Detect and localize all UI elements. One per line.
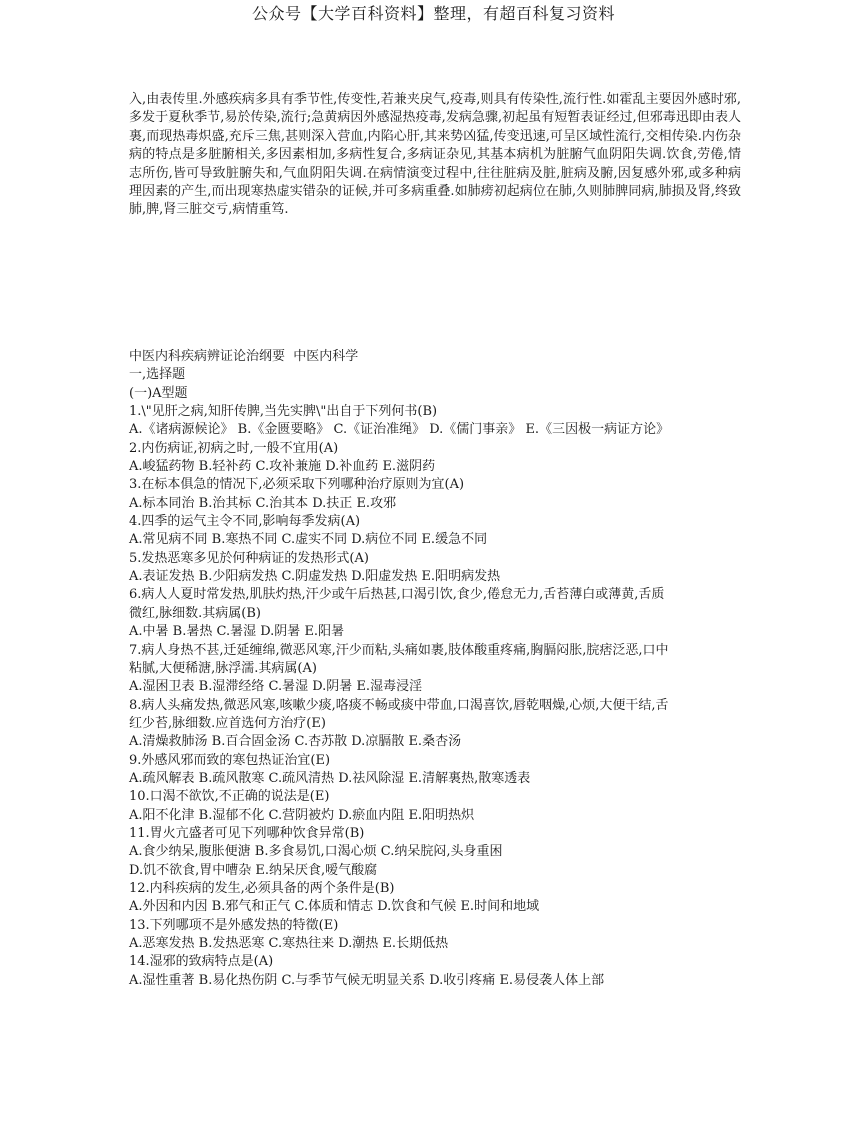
answer-options: A.中暑 B.暑热 C.暑湿 D.阴暑 E.阳暑 <box>129 624 345 640</box>
answer-options: D.饥不欲食,胃中嘈杂 E.纳呆厌食,嗳气酸腐 <box>129 862 378 878</box>
answer-options: A.外因和内因 B.邪气和正气 C.体质和情志 D.饮食和气候 E.时间和地域 <box>129 899 540 915</box>
question-line: 10.口渴不欲饮,不正确的说法是(E) <box>129 789 330 805</box>
question-line: 6.病人人夏时常发热,肌肤灼热,汗少或午后热甚,口渴引饮,食少,倦怠无力,舌苔薄白或薄黄,舌质 <box>129 587 665 603</box>
answer-options: A.《诸病源候论》 B.《金匮要略》 C.《证治准绳》 D.《儒门事亲》 E.《三因极一病证方论》 <box>129 422 670 438</box>
answer-options: A.疏风解表 B.疏风散寒 C.疏风清热 D.祛风除湿 E.清解裏热,散寒透表 <box>129 770 531 786</box>
question-line: 红少苔,脉细数.应首选何方治疗(E) <box>129 715 326 731</box>
section-heading: 一,选择题 <box>129 367 186 383</box>
question-line: 11.胃火亢盛者可见下列哪种饮食异常(B) <box>129 825 365 841</box>
intro-paragraph: 入,由表传里.外感疾病多具有季节性,传变性,若兼夹戾气,疫毒,则具有传染性,流行性.如霍乱主要因外感时邪,多发于夏秋季节,易於传染,流行;急黄病因外感湿热疫毒,发病急骤,初起虽有短暂表证经过,但邪毒迅即由表人裏,而现热毒炽盛,充斥三焦,甚则深入营血,内陷心肝,其来势凶猛,传变迅速,可呈区域性流行,交相传染.内伤杂病的特点是多脏腑相关,多因素相加,多病性复合,多病证杂见,其基本病机为脏腑气血阴阳失调.饮食,劳倦,情志所伤,皆可导致脏腑失和,气血阴阳失调.在病情演变过程中,往往脏病及脏,脏病及腑,因复感外邪,或多种病理因素的产生,而出现寒热虚实错杂的证候,并可多病重叠.如肺痨初起病位在肺,久则肺脾同病,肺损及肾,终致肺,脾,肾三脏交亏,病情重笃. <box>129 92 741 218</box>
answer-options: A.标本同治 B.治其标 C.治其本 D.扶正 E.攻邪 <box>129 495 397 511</box>
question-line: 9.外感风邪而致的寒包热证治宜(E) <box>129 752 331 768</box>
question-line: 2.内伤病证,初病之时,一般不宜用(A) <box>129 440 339 456</box>
question-line: 14.湿邪的致病特点是(A) <box>129 954 274 970</box>
question-section <box>129 348 741 990</box>
answer-options: A.清燥救肺汤 B.百合固金汤 C.杏苏散 D.凉膈散 E.桑杏汤 <box>129 734 462 750</box>
answer-options: A.常见病不同 B.寒热不同 C.虚实不同 D.病位不同 E.缓急不同 <box>129 532 488 548</box>
sub-heading: (一)A型题 <box>129 385 188 401</box>
question-line: 8.病人头痛发热,微恶风寒,咳嗽少痰,咯痰不畅或痰中带血,口渴喜饮,唇乾咽燥,心烦,大便干结,舌 <box>129 697 669 713</box>
question-line: 3.在标本俱急的情况下,必须采取下列哪种治疗原则为宜(A) <box>129 477 465 493</box>
question-line: 4.四季的运气主令不同,影响每季发病(A) <box>129 514 361 530</box>
answer-options: A.恶寒发热 B.发热恶寒 C.寒热往来 D.潮热 E.长期低热 <box>129 936 449 951</box>
question-line: 5.发热恶寒多见於何种病证的发热形式(A) <box>129 550 369 566</box>
section-title: 中医内科疾病辨证论治纲要 中医内科学 <box>129 349 359 364</box>
answer-options: A.阳不化津 B.湿郁不化 C.营阴被灼 D.瘀血内阻 E.阳明热炽 <box>129 807 475 823</box>
question-line: 7.病人身热不甚,迁延缠绵,微恶风寒,汗少而粘,头痛如裹,肢体酸重疼痛,胸膈闷胀,脘痞泛恶,口中 <box>129 642 669 658</box>
answer-options: A.表证发热 B.少阳病发热 C.阴虚发热 D.阳虚发热 E.阳明病发热 <box>129 569 501 585</box>
question-line: 12.内科疾病的发生,必须具备的两个条件是(B) <box>129 880 395 896</box>
question-line: 粘腻,大便稀溏,脉浮濡.其病属(A) <box>129 660 317 676</box>
answer-options: A.峻猛药物 B.轻补药 C.攻补兼施 D.补血药 E.滋阴药 <box>129 459 436 475</box>
question-line: 1.\"见肝之病,知肝传脾,当先实脾\"出自于下列何书(B) <box>129 404 438 420</box>
question-line: 13.下列哪项不是外感发热的特徵(E) <box>129 917 339 933</box>
page-header: 公众号【大学百科资料】整理，有超百科复习资料 <box>251 4 615 23</box>
question-line: 微红,脉细数.其病属(B) <box>129 605 261 621</box>
answer-options: A.湿性重著 B.易化热伤阴 C.与季节气候无明显关系 D.收引疼痛 E.易侵袭人体上部 <box>129 972 605 988</box>
answer-options: A.食少纳呆,腹胀便溏 B.多食易饥,口渴心烦 C.纳呆脘闷,头身重困 <box>129 844 503 860</box>
answer-options: A.湿困卫表 B.湿滞经络 C.暑湿 D.阴暑 E.湿毒浸淫 <box>129 679 423 695</box>
